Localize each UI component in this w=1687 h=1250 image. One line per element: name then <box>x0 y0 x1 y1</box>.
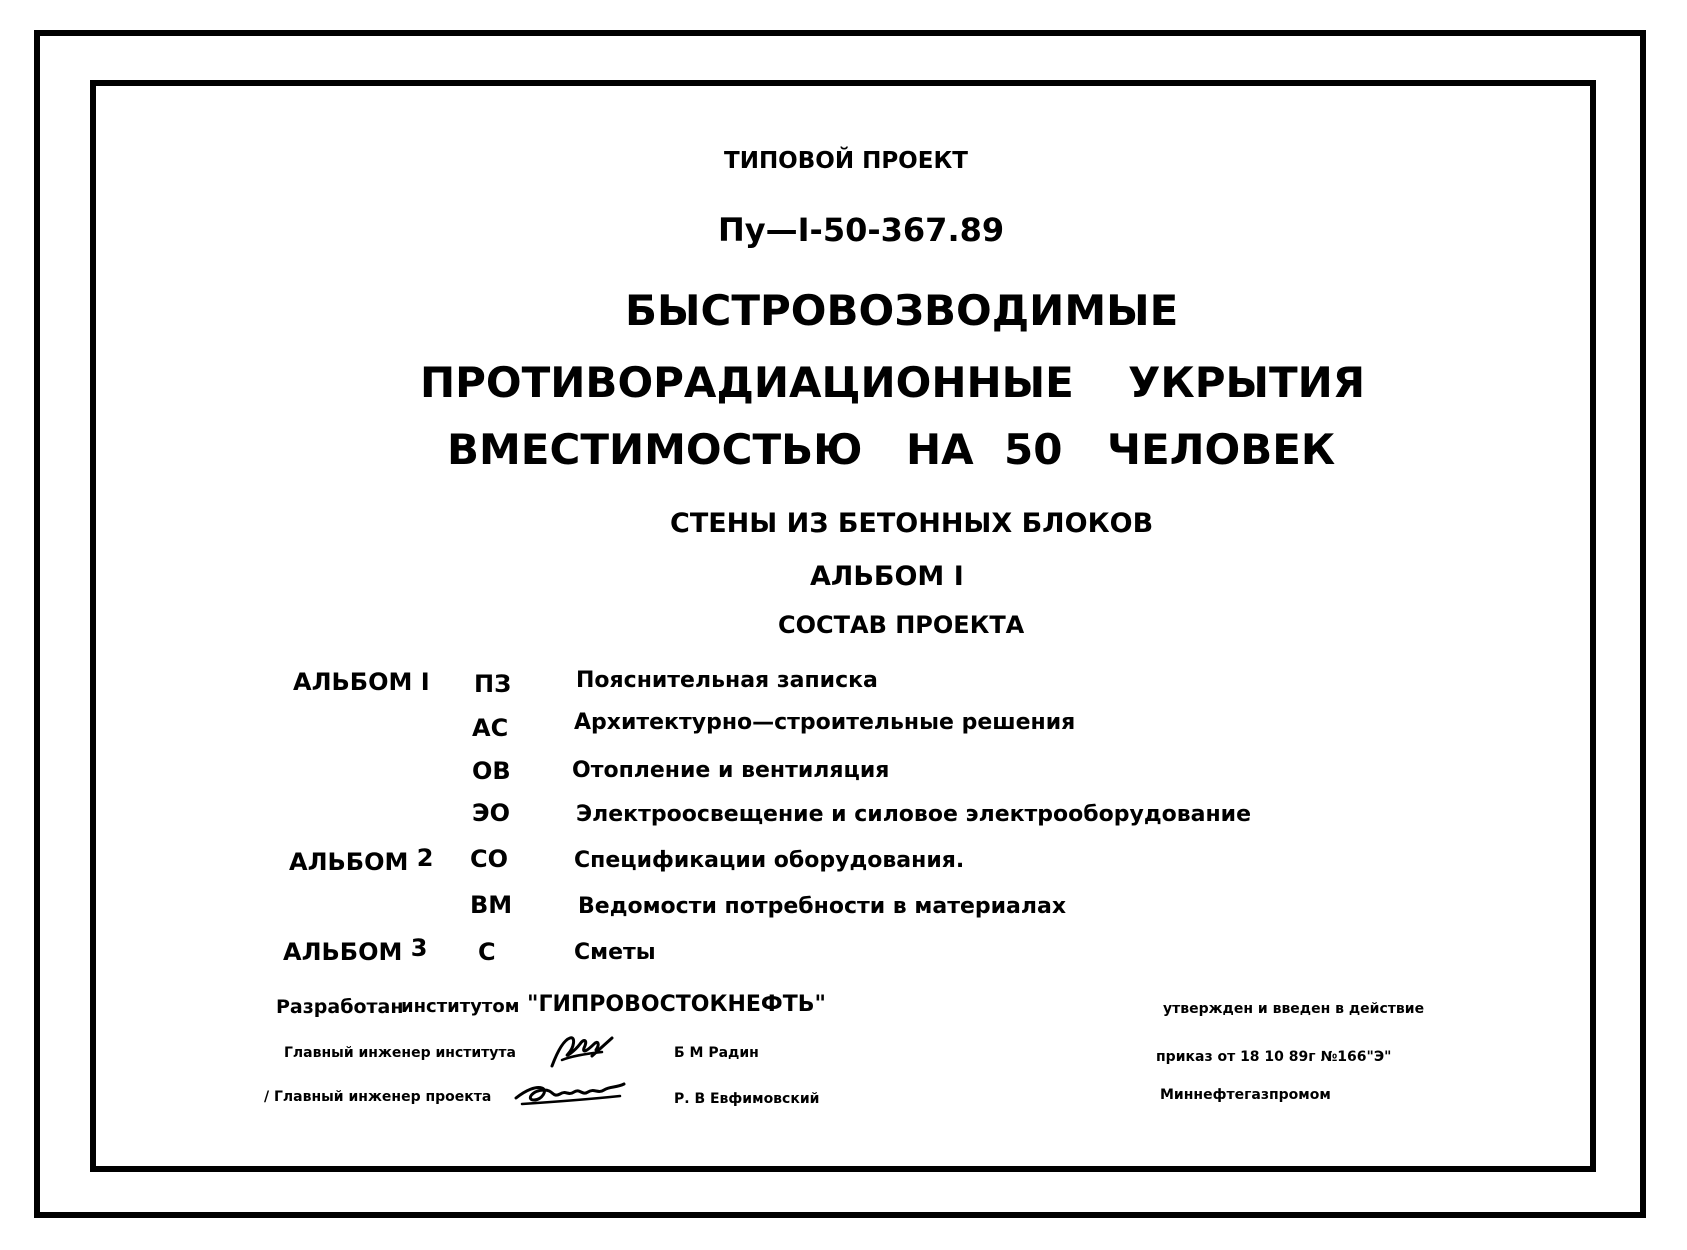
approved-text: утвержден и введен в действие <box>1163 1001 1425 1017</box>
project-type-label: ТИПОВОЙ ПРОЕКТ <box>724 148 968 174</box>
title-line-2a: ПРОТИВОРАДИАЦИОННЫЕ <box>420 358 1074 407</box>
developed-by: Разработан <box>276 996 404 1018</box>
content-desc-so: Спецификации оборудования. <box>574 848 965 873</box>
chief-engineer-institute-name: Б М Радин <box>674 1045 759 1061</box>
content-desc-ov: Отопление и вентиляция <box>572 758 890 783</box>
content-desc-s: Сметы <box>574 940 656 965</box>
subtitle-composition: СОСТАВ ПРОЕКТА <box>778 611 1025 639</box>
chief-engineer-project-label: / Главный инженер проекта <box>264 1089 492 1105</box>
title-line-1: БЫСТРОВОЗВОДИМЫЕ <box>625 286 1179 335</box>
content-desc-pz: Пояснительная записка <box>576 668 878 693</box>
content-desc-as: Архитектурно—строительные решения <box>574 710 1076 735</box>
content-desc-eo: Электроосвещение и силовое электрооборудование <box>576 802 1252 827</box>
content-code-pz: ПЗ <box>474 670 512 698</box>
album-3-label: АЛЬБОМ 3 <box>283 934 428 966</box>
title-line-3c: 50 <box>1004 425 1063 474</box>
content-code-ov: ОВ <box>472 757 511 785</box>
subtitle-album: АЛЬБОМ I <box>810 561 964 592</box>
chief-engineer-project-name: Р. В Евфимовский <box>674 1091 820 1107</box>
content-code-as: АС <box>472 714 509 742</box>
content-code-so: СО <box>470 845 509 873</box>
chief-engineer-institute-label: Главный инженер института <box>284 1045 516 1061</box>
ministry-text: Миннефтегазпромом <box>1160 1087 1331 1103</box>
content-code-eo: ЭО <box>472 799 511 827</box>
album-2-label: АЛЬБОМ 2 <box>289 844 434 876</box>
content-code-vm: ВМ <box>470 891 513 919</box>
institute-word: институтом <box>401 996 520 1017</box>
order-text: приказ от 18 10 89г №166"Э" <box>1156 1049 1392 1065</box>
album-1-label: АЛЬБОМ I <box>293 668 430 696</box>
title-line-3a: ВМЕСТИМОСТЬЮ <box>447 425 863 474</box>
content-desc-vm: Ведомости потребности в материалах <box>578 894 1067 919</box>
signature-radin <box>548 1030 620 1072</box>
project-number: Пу—I-50-367.89 <box>718 211 1005 249</box>
institute-name: "ГИПРОВОСТОКНЕФТЬ" <box>527 992 826 1017</box>
title-line-3b: НА <box>906 425 974 474</box>
signature-evfimovsky <box>512 1076 628 1110</box>
title-line-2b: УКРЫТИЯ <box>1128 358 1366 407</box>
content-code-s: С <box>478 938 496 966</box>
subtitle-walls: СТЕНЫ ИЗ БЕТОННЫХ БЛОКОВ <box>670 508 1154 539</box>
title-line-3d: ЧЕЛОВЕК <box>1107 425 1336 474</box>
